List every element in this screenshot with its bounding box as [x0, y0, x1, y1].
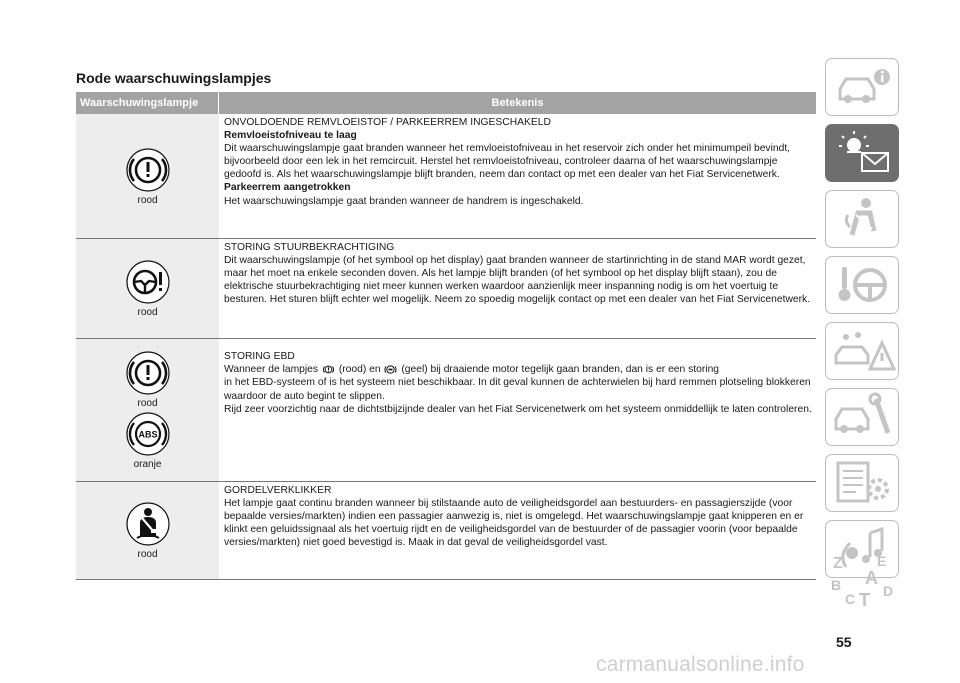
inline-text: (rood) en — [338, 364, 381, 376]
watermark: carmanualsonline.info — [596, 653, 805, 676]
seatbelt-icon — [125, 501, 171, 547]
icon-color-label: rood — [137, 549, 158, 560]
row-subheading: Parkeerrem aangetrokken — [224, 182, 351, 194]
brake-warning-icon — [125, 147, 171, 193]
svg-text:T: T — [859, 590, 870, 610]
inline-text: (geel) bij draaiende motor tegelijk gaan branden, dan is er een storing — [401, 364, 720, 376]
technical-data-icon — [826, 455, 898, 511]
header-meaning: Betekenis — [491, 97, 544, 109]
side-tab-emergency[interactable] — [825, 322, 899, 380]
svg-text:ABS: ABS — [137, 429, 158, 440]
warning-lights-table — [76, 92, 816, 580]
inline-text: Wanneer de lampjes — [224, 364, 319, 376]
icon-cell — [76, 239, 219, 338]
side-tab-starting-driving[interactable] — [825, 256, 899, 314]
svg-text:C: C — [845, 591, 856, 607]
row-paragraph: Het waarschuwingslampje gaat branden wanneer de handrem is ingeschakeld. — [224, 195, 584, 207]
car-info-icon — [826, 59, 898, 115]
page-number: 55 — [836, 634, 852, 650]
meaning-cell — [219, 482, 816, 579]
icon-color-label: rood — [137, 194, 158, 206]
table-row — [76, 114, 816, 239]
maintenance-icon — [826, 389, 898, 445]
row-paragraph: Het lampje gaat continu branden wanneer bij stilstaande auto de veiligheidsgordel aan bestuurders- en passagierszijde (voor bepaalde versies/markten) indien een passagier aanwezig is, niet is omgelegd. Het waarschuwingslampje gaat knipperen en er klinkt een geluidssignaal als het voertuig rijdt en de veiligheidsgordel van de bestuurder of de passagier voorin (voor bepaalde versies/markten) niet goed bevestigd is. Maak in dat geval de veiligheidsgordel vast. — [224, 498, 804, 549]
icon-color-label: rood — [137, 398, 158, 409]
row-paragraph: Dit waarschuwingslampje gaat branden wanneer het remvloeistofniveau in het reservoir zich onder het minimumpeil bevindt, bijvoorbeeld door een lek in het remcircuit. Herstel het remvloeistofniveau, controleer daarna of het waarschuwingslampje gedoofd is. Als het waarschuwingslampje blijft branden, neem dan contact op met een dealer van het Fiat Servicenetwerk. — [224, 143, 791, 181]
row-heading: GORDELVERKLIKKER — [224, 485, 332, 496]
icon-cell — [76, 114, 219, 238]
side-tab-maintenance[interactable] — [825, 388, 899, 446]
meaning-cell — [219, 339, 816, 481]
key-steering-wheel-icon — [826, 257, 898, 313]
airbag-safety-icon — [826, 191, 898, 247]
svg-text:E: E — [877, 553, 887, 569]
table-row — [76, 482, 816, 580]
svg-text:D: D — [883, 583, 894, 599]
index-icon — [825, 550, 897, 610]
side-tab-car-info[interactable] — [825, 58, 899, 116]
side-tab-index[interactable] — [825, 550, 897, 610]
side-tab-technical-data[interactable] — [825, 454, 899, 512]
icon-cell — [76, 482, 219, 579]
brake-warning-icon — [322, 363, 335, 376]
side-tab-warning-lights[interactable] — [825, 124, 899, 182]
meaning-cell — [219, 114, 816, 238]
icon-cell — [76, 339, 219, 481]
table-row — [76, 239, 816, 339]
row-inline-line — [224, 363, 816, 376]
row-heading: ONVOLDOENDE REMVLOEISTOF / PARKEERREM INGESCHAKELD — [224, 117, 551, 128]
row-heading: STORING STUURBEKRACHTIGING — [224, 242, 395, 253]
side-tab-safety[interactable] — [825, 190, 899, 248]
icon-color-label: oranje — [133, 459, 162, 470]
row-subheading: Remvloeistofniveau te laag — [224, 130, 357, 142]
table-row — [76, 339, 816, 482]
svg-text:Z: Z — [833, 555, 843, 572]
icon-color-label: rood — [137, 307, 158, 318]
svg-text:A: A — [865, 568, 878, 588]
abs-icon — [125, 411, 171, 457]
header-warning-light: Waarschuwingslampje — [76, 92, 219, 114]
emergency-icon — [826, 323, 898, 379]
row-paragraph: in het EBD-systeem of is het systeem niet beschikbaar. In dit geval kunnen de achterwielen bij hard remmen plotseling blokkeren waardoor de auto begint te slippen. — [224, 377, 811, 402]
svg-text:B: B — [831, 577, 842, 593]
row-paragraph: Dit waarschuwingslampje (of het symbool op het display) gaat branden wanneer de startinrichting in de stand MAR wordt gezet, maar het moet na enkele seconden doven. Als het lampje blijft branden (of het symbool op het display blijft staan), zou de elektrische stuurbekrachtiging niet meer kunnen werken waardoor aanzienlijk meer inspanning nodig is om het voertuig te besturen. Het sturen blijft echter wel mogelijk. Neem zo spoedig mogelijk contact op met een dealer van het Fiat Servicenetwerk. — [224, 255, 811, 306]
table-header — [76, 92, 816, 114]
brake-warning-icon — [125, 350, 171, 396]
abs-icon — [384, 363, 397, 376]
row-heading: STORING EBD — [224, 351, 295, 362]
row-paragraph: Rijd zeer voorzichtig naar de dichtstbijzijnde dealer van het Fiat Servicenetwerk om het systeem onmiddellijk te laten controleren. — [224, 403, 812, 415]
warning-light-message-icon — [826, 125, 898, 181]
meaning-cell — [219, 239, 816, 338]
steering-warning-icon — [125, 259, 171, 305]
page-title: Rode waarschuwingslampjes — [76, 70, 272, 86]
